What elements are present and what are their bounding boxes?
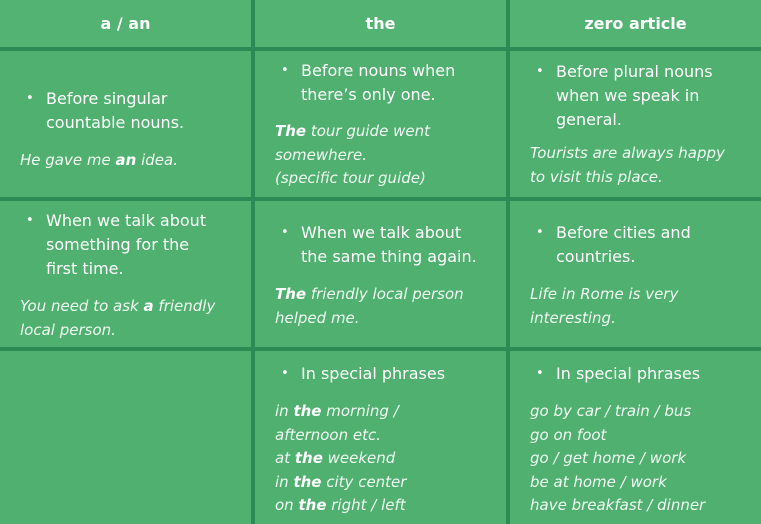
rule-line: • Before singular — [46, 89, 168, 108]
phrase-list — [275, 400, 406, 518]
phrase-item: be at home / work — [530, 472, 667, 491]
bullet-rule — [536, 60, 713, 132]
example-text: (specific tour guide) — [275, 169, 426, 187]
example-text: Life in Rome is very — [530, 285, 679, 303]
rule-line: • When we talk about — [46, 211, 207, 230]
article-highlight: a — [143, 297, 154, 315]
rule-line: there’s only one. — [301, 85, 436, 104]
rule-line: general. — [556, 110, 622, 129]
article-highlight: the — [294, 449, 323, 467]
example-text: He gave me — [20, 151, 116, 169]
example-text: to visit this place. — [530, 167, 663, 186]
article-highlight: an — [115, 151, 137, 169]
example-sentence — [20, 149, 178, 173]
cell-the-again — [255, 201, 506, 347]
rule-line: • Before cities and — [556, 223, 691, 242]
rule-line: • Before nouns when — [301, 61, 456, 80]
header-the-label: the — [365, 14, 396, 33]
example-text: tour guide went — [306, 122, 430, 140]
rule-line: • Before plural nouns — [556, 62, 713, 81]
header-zero-article — [510, 0, 761, 47]
bullet-rule — [536, 362, 700, 386]
phrase-item: at the weekend — [275, 449, 396, 467]
rule-line: the same thing again. — [301, 247, 477, 266]
header-a-an-label: a / an — [100, 14, 151, 33]
phrase-item: go by car / train / bus — [530, 402, 692, 420]
phrase-list — [530, 400, 705, 518]
header-zero-article-label: zero article — [584, 14, 687, 33]
example-sentence — [530, 283, 678, 330]
example-text: friendly local person — [306, 285, 464, 303]
bullet-rule — [281, 59, 455, 107]
example-text: somewhere. — [275, 145, 367, 164]
cell-a-an-singular — [0, 51, 251, 197]
cell-a-an-empty — [0, 351, 251, 524]
bullet-rule — [26, 209, 206, 281]
cell-a-an-first-time — [0, 201, 251, 347]
example-text: idea. — [136, 151, 178, 169]
cell-the-special-phrases — [255, 351, 506, 524]
article-highlight: the — [293, 472, 322, 491]
example-text: helped me. — [275, 308, 360, 327]
bullet-rule — [536, 221, 691, 269]
cell-zero-special-phrases — [510, 351, 761, 524]
rule-line: • In special phrases — [556, 364, 701, 383]
cell-zero-cities — [510, 201, 761, 347]
phrase-item: afternoon etc. — [275, 425, 382, 444]
example-sentence — [275, 120, 430, 191]
rule-line: when we speak in — [556, 86, 700, 105]
rule-line: countries. — [556, 247, 636, 266]
header-a-an — [0, 0, 251, 47]
phrase-item: on the right / left — [275, 496, 406, 514]
example-sentence — [20, 295, 215, 342]
article-highlight: the — [293, 402, 322, 420]
rule-line: countable nouns. — [46, 113, 185, 132]
bullet-rule — [281, 221, 477, 269]
article-highlight: The — [275, 285, 307, 303]
phrase-item: in the morning / — [275, 402, 399, 420]
rule-line: • When we talk about — [301, 223, 462, 242]
example-text: interesting. — [530, 308, 616, 327]
rule-line: something for the — [46, 235, 190, 254]
phrase-item: have breakfast / dinner — [530, 496, 706, 514]
phrase-item: go on foot — [530, 425, 607, 444]
cell-the-only-one — [255, 51, 506, 197]
cell-zero-plural — [510, 51, 761, 197]
article-highlight: The — [275, 122, 307, 140]
bullet-rule — [281, 362, 445, 386]
example-text: local person. — [20, 320, 116, 339]
example-text: You need to ask — [20, 297, 144, 315]
rule-line: • In special phrases — [301, 364, 446, 383]
example-sentence — [275, 283, 464, 330]
phrase-item: go / get home / work — [530, 449, 687, 467]
rule-line: first time. — [46, 259, 124, 278]
bullet-rule — [26, 87, 184, 135]
phrase-item: in the city center — [275, 472, 407, 491]
article-highlight: the — [298, 496, 327, 514]
example-text: friendly — [153, 297, 216, 315]
example-sentence — [530, 142, 725, 189]
example-text: Tourists are always happy — [530, 144, 725, 162]
header-the — [255, 0, 506, 47]
